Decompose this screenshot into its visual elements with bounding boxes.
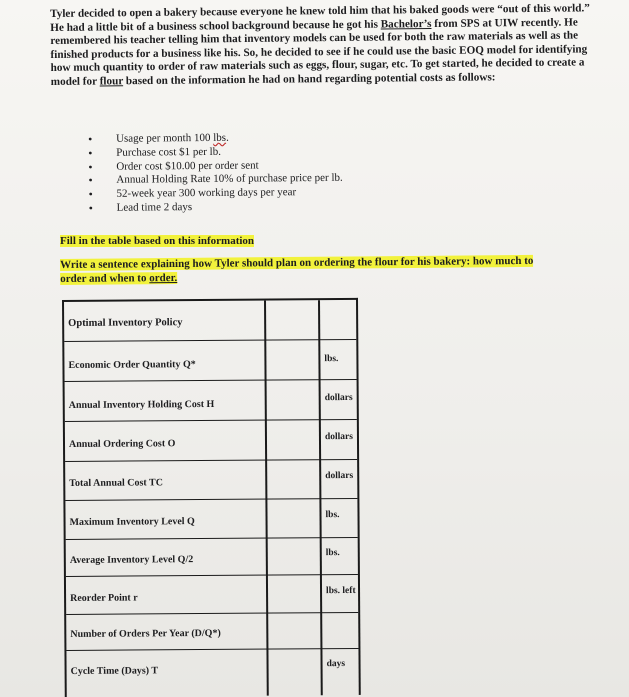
row-label: Annual Ordering Cost O [68, 438, 176, 450]
row-label: Reorder Point r [70, 592, 138, 604]
row-unit: dollars [325, 470, 354, 482]
row-unit: dollars [324, 431, 353, 443]
table-row [65, 379, 357, 382]
intro-part-3: based on the information he had on hand regarding potential costs as follows: [123, 71, 496, 88]
row-unit: lbs. left [326, 585, 356, 597]
table-row [66, 574, 358, 577]
row-label: Total Annual Cost TC [69, 477, 163, 489]
write-instruction: Write a sentence explaining how Tyler should plan on ordering the flour for his bakery: how much to order and when to order. [60, 254, 534, 285]
row-unit: days [326, 659, 346, 670]
table-row [65, 419, 357, 422]
row-label: Economic Order Quantity Q* [68, 359, 196, 371]
row-unit: lbs. [325, 510, 340, 521]
inventory-policy-table [62, 298, 361, 697]
fill-instruction: Fill in the table based on this information [60, 235, 255, 247]
row-label: Cycle Time (Days) T [70, 665, 159, 677]
intro-bachelors: Bachelor’s [380, 17, 432, 31]
row-label: Maximum Inventory Level Q [69, 516, 195, 528]
list-item: • 52-week year 300 working days per year [88, 185, 488, 202]
row-label: Number of Orders Per Year (D/Q*) [70, 627, 221, 640]
row-unit: dollars [324, 392, 353, 404]
table-row [65, 498, 357, 501]
table-row [65, 459, 357, 462]
problem-statement [50, 2, 591, 89]
usage-unit: lbs [213, 131, 227, 144]
row-unit: lbs. [325, 548, 340, 559]
intro-flour: flour [99, 75, 124, 88]
table-row [66, 648, 358, 651]
table-header: Optimal Inventory Policy [68, 317, 183, 329]
table-row [66, 612, 358, 615]
cost-info-list [88, 130, 489, 216]
row-label: Average Inventory Level Q/2 [69, 554, 194, 566]
row-label: Annual Inventory Holding Cost H [68, 398, 215, 411]
table-row [64, 339, 356, 342]
intro-part-1: Tyler decided to open a bakery because everyone he knew told him that his baked goods were “out of this world.” He had a little bit of a business school background because he got his [50, 2, 590, 34]
list-item: • Purchase cost $1 per lb. [88, 143, 488, 160]
list-item: • Annual Holding Rate 10% of purchase price per lb. [88, 171, 488, 188]
list-item: • Order cost $10.00 per order sent [88, 157, 488, 174]
row-unit: lbs. [324, 354, 339, 365]
table-row [66, 537, 358, 540]
list-item: • Usage per month 100 lbs. [88, 130, 488, 147]
list-item: • Lead time 2 days [89, 198, 489, 215]
intro-part-2: from SPS at UIW recently. He remembered his teacher telling him that inventory models can be used for both the raw materials as well as the finished products for a business like his. So, he decided to see if he could use the basic EOQ model for identifying how much quantity to order of raw materials such as eggs, flour, sugar, etc. To get started, he decided to create a model for [50, 16, 588, 88]
